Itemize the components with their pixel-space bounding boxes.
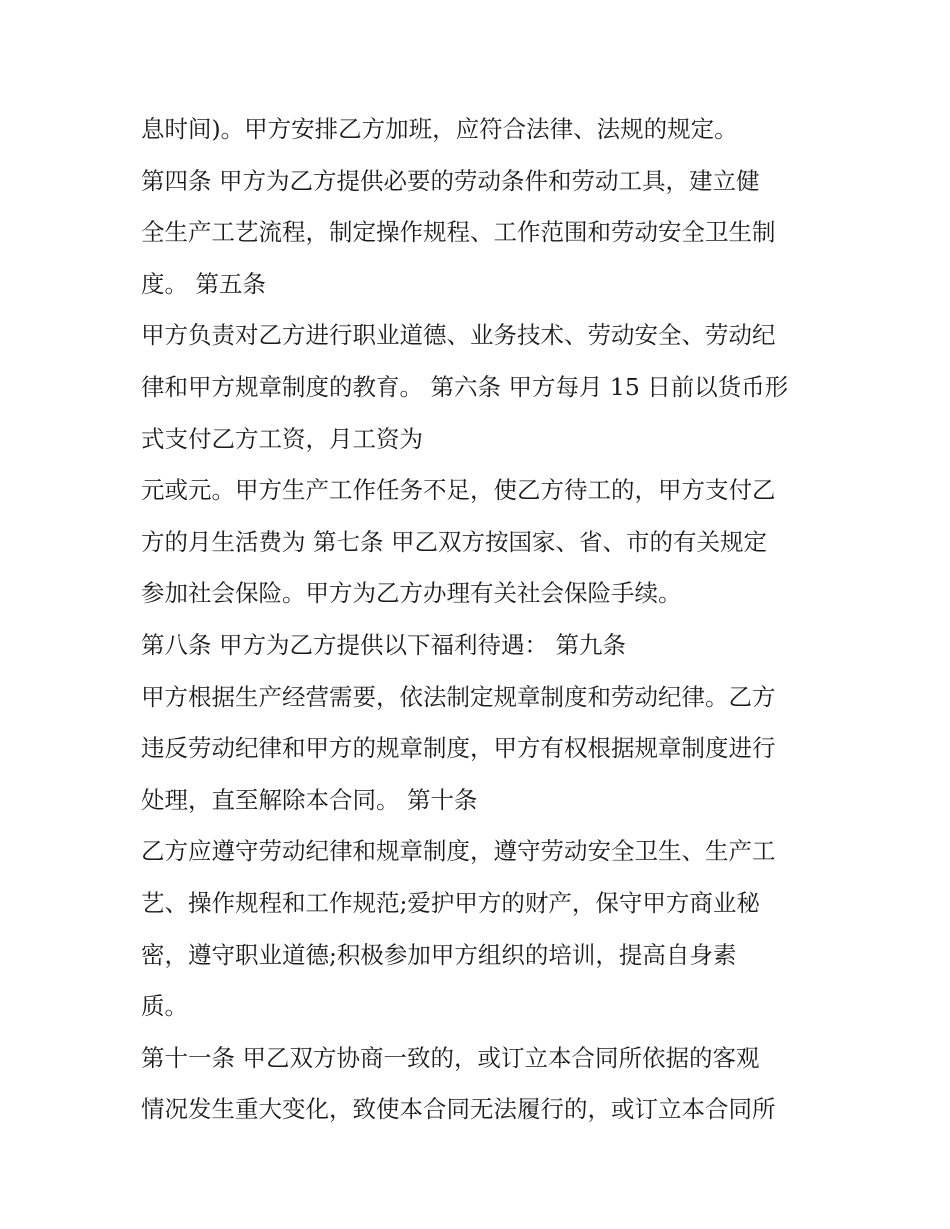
text-line: 参加社会保险。甲方为乙方办理有关社会保险手续。 [141, 579, 682, 608]
text-line: 式支付乙方工资，月工资为 [141, 424, 423, 453]
text-line: 度。 第五条 [141, 269, 266, 298]
text-line: 甲方根据生产经营需要，依法制定规章制度和劳动纪律。乙方 [141, 682, 776, 711]
text-line: 处理，直至解除本合同。 第十条 [141, 785, 478, 814]
text-line: 全生产工艺流程，制定操作规程、工作范围和劳动安全卫生制 [141, 218, 776, 247]
text-line: 第十一条 甲乙双方协商一致的，或订立本合同所依据的客观 [141, 1043, 760, 1072]
text-line: 律和甲方规章制度的教育。 第六条 甲方每月 15 日前以货币形 [141, 372, 789, 401]
text-line: 息时间)。甲方安排乙方加班，应符合法律、法规的规定。 [141, 115, 738, 143]
text-line: 乙方应遵守劳动纪律和规章制度，遵守劳动安全卫生、生产工 [141, 837, 776, 866]
text-line: 甲方负责对乙方进行职业道德、业务技术、劳动安全、劳动纪 [141, 321, 776, 350]
text-line: 第八条 甲方为乙方提供以下福利待遇： 第九条 [141, 630, 626, 659]
text-line: 质。 [141, 992, 188, 1021]
text-line: 密，遵守职业道德;积极参加甲方组织的培训，提高自身素 [141, 940, 737, 969]
text-line: 第四条 甲方为乙方提供必要的劳动条件和劳动工具，建立健 [141, 166, 760, 195]
text-line: 元或元。甲方生产工作任务不足，使乙方待工的，甲方支付乙 [141, 476, 776, 505]
text-line: 情况发生重大变化，致使本合同无法履行的，或订立本合同所 [141, 1095, 776, 1124]
document-page [141, 112, 821, 1144]
text-line: 方的月生活费为 第七条 甲乙双方按国家、省、市的有关规定 [141, 527, 767, 556]
text-line: 艺、操作规程和工作规范;爱护甲方的财产，保守甲方商业秘 [141, 888, 760, 917]
text-line: 违反劳动纪律和甲方的规章制度，甲方有权根据规章制度进行 [141, 734, 776, 763]
